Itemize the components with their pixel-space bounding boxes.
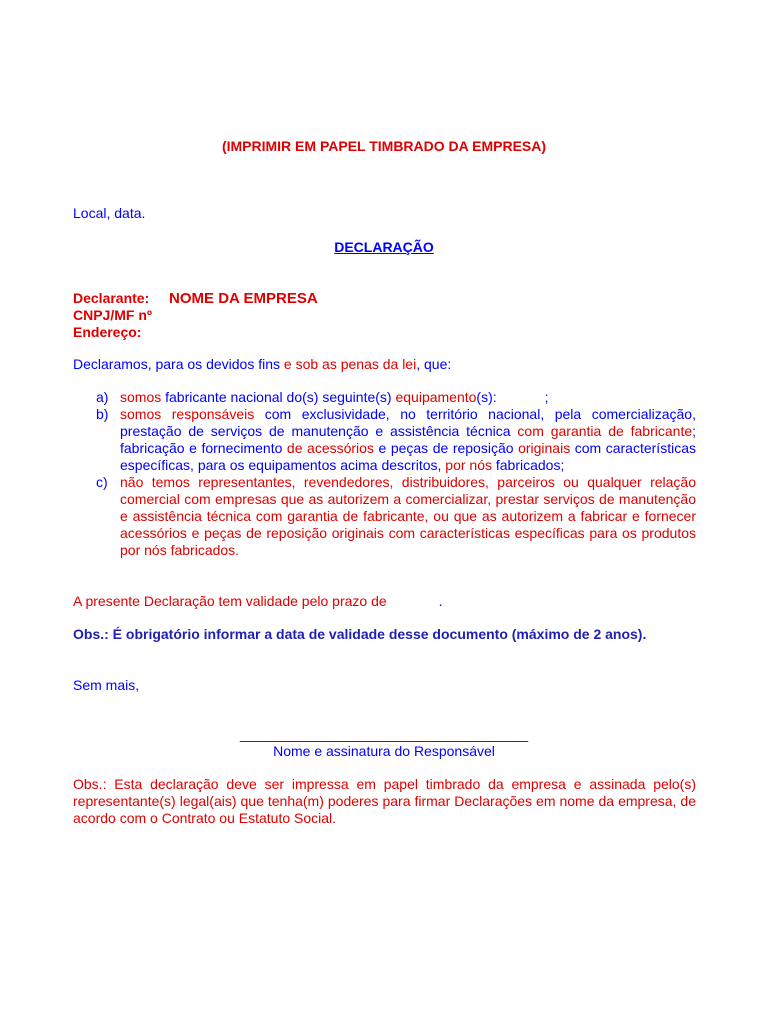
declarant-block xyxy=(73,290,318,341)
intro-penas: e sob as penas da lei xyxy=(283,356,417,372)
list-item-c xyxy=(96,474,696,559)
final-note: Obs.: Esta declaração deve ser impressa em papel timbrado da empresa e assinada pelo(s) representante(s) legal(ais) que tenha(m) poderes para firmar Declarações em nome da empresa, de acordo com o Contrato ou Estatuto Social. xyxy=(73,776,696,826)
item-b-text: somos responsáveis xyxy=(120,406,255,422)
mandatory-note: Obs.: É obrigatório informar a data de validade desse documento (máximo de 2 anos). xyxy=(73,626,647,642)
print-instruction: (IMPRIMIR EM PAPEL TIMBRADO DA EMPRESA) xyxy=(221,138,547,154)
list-item-b xyxy=(96,406,696,474)
list-marker: b) xyxy=(96,406,109,422)
intro-declaramos: Declaramos xyxy=(73,356,148,372)
local-date: Local, data. xyxy=(73,205,146,221)
item-b-text: com exclusividade, xyxy=(254,406,401,422)
closing-text: Sem mais, xyxy=(73,677,140,693)
declaration-list xyxy=(96,389,696,559)
item-a-text: fabricante nacional do(s) seguinte(s) xyxy=(161,389,396,405)
item-a-text: (s): xyxy=(476,389,497,405)
intro-que: , que: xyxy=(416,356,452,372)
document-title: DECLARAÇÃO xyxy=(334,239,434,255)
item-b-text: ; fabricação e fornecimento xyxy=(120,423,697,456)
signature-line: _____________________________________ xyxy=(239,726,529,742)
address-label: Endereço: xyxy=(73,324,142,340)
signature-label: Nome e assinatura do Responsável xyxy=(273,743,495,759)
intro-paragraph xyxy=(73,356,451,373)
item-a-text: ; xyxy=(544,389,549,405)
item-b-text: no território nacional xyxy=(400,406,541,422)
company-name: NOME DA EMPRESA xyxy=(169,290,318,307)
item-b-text: com características específicas, para os equipamentos acima descritos, xyxy=(120,440,696,473)
item-b-text: fabricados; xyxy=(491,457,565,473)
item-b-text: , pela comercialização, prestação de serviços de manutenção e assistência técnica xyxy=(120,406,696,439)
intro-fins: , para os devidos fins xyxy=(147,356,284,372)
item-a-text: equipamento xyxy=(395,389,477,405)
item-b-text: por nós xyxy=(445,457,492,473)
list-marker: c) xyxy=(96,474,108,490)
item-a-text: somos xyxy=(120,389,162,405)
validity-end: . xyxy=(438,593,443,609)
item-b-text: e peças de reposição xyxy=(373,440,519,456)
item-c-text: não temos representantes, revendedores, distribuidores, parceiros ou qualquer relação comercial com empresas que as autorizem a comercializar, prestar serviços de manutenção e assistência técnica com garantia de fabricante, ou que as autorizem a fabricar e fornecer acessórios e peças de reposição originais com características específicas para os produtos por nós fabricados. xyxy=(120,474,696,558)
declarant-label: Declarante: xyxy=(73,290,150,306)
validity-text: A presente Declaração tem validade pelo prazo de xyxy=(73,593,387,609)
item-b-text: originais xyxy=(518,440,571,456)
list-item-a xyxy=(96,389,696,406)
validity-paragraph xyxy=(73,593,443,610)
item-b-text: com garantia de fabricante xyxy=(517,423,693,439)
item-b-text: de acessórios xyxy=(286,440,374,456)
list-marker: a) xyxy=(96,389,109,405)
cnpj-label: CNPJ/MF nº xyxy=(73,307,153,323)
